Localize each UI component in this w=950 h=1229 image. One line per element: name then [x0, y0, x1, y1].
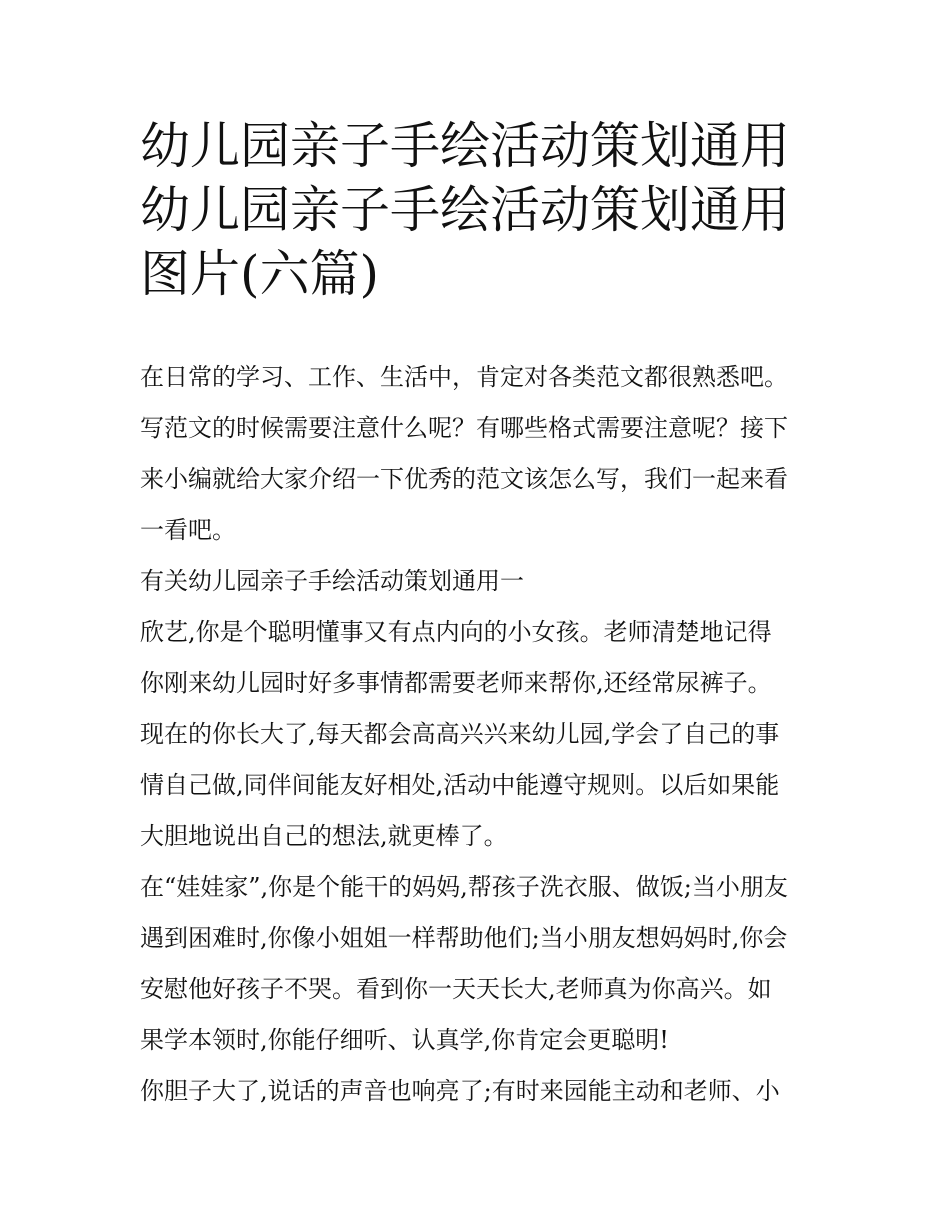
intro-line: 一看吧。 [140, 516, 236, 544]
intro-line: 来小编就给大家介绍一下优秀的范文该怎么写，我们一起来看 [140, 465, 788, 493]
paragraph-line: 果学本领时,你能仔细听、认真学,你肯定会更聪明! [140, 1026, 669, 1054]
title-line: 图片(六篇) [140, 245, 380, 303]
paragraph-line: 你胆子大了,说话的声音也响亮了;有时来园能主动和老师、小 [140, 1077, 780, 1105]
paragraph-line: 情自己做,同伴间能友好相处,活动中能遵守规则。以后如果能 [140, 771, 780, 799]
paragraph-line: 遇到困难时,你像小姐姐一样帮助他们;当小朋友想妈妈时,你会 [140, 924, 788, 952]
intro-line: 写范文的时候需要注意什么呢？有哪些格式需要注意呢？接下 [140, 414, 788, 442]
paragraph-line: 大胆地说出自己的想法,就更棒了。 [140, 822, 508, 850]
intro-line: 在日常的学习、工作、生活中，肯定对各类范文都很熟悉吧。 [140, 363, 788, 391]
document-title [140, 114, 820, 306]
paragraph-line: 欣艺,你是个聪明懂事又有点内向的小女孩。老师清楚地记得 [140, 618, 772, 646]
paragraph-line: 你刚来幼儿园时好多事情都需要老师来帮你,还经常尿裤子。 [140, 669, 772, 697]
title-line: 幼儿园亲子手绘活动策划通用 [140, 181, 790, 239]
paragraph-line: 安慰他好孩子不哭。看到你一天天长大,老师真为你高兴。如 [140, 975, 772, 1003]
document-body [140, 352, 820, 1117]
title-line: 幼儿园亲子手绘活动策划通用 [140, 117, 790, 175]
paragraph-line: 现在的你长大了,每天都会高高兴兴来幼儿园,学会了自己的事 [140, 720, 780, 748]
paragraph-line: 在“娃娃家”,你是个能干的妈妈,帮孩子洗衣服、做饭;当小朋友 [140, 873, 788, 901]
section-heading: 有关幼儿园亲子手绘活动策划通用一 [140, 567, 524, 595]
